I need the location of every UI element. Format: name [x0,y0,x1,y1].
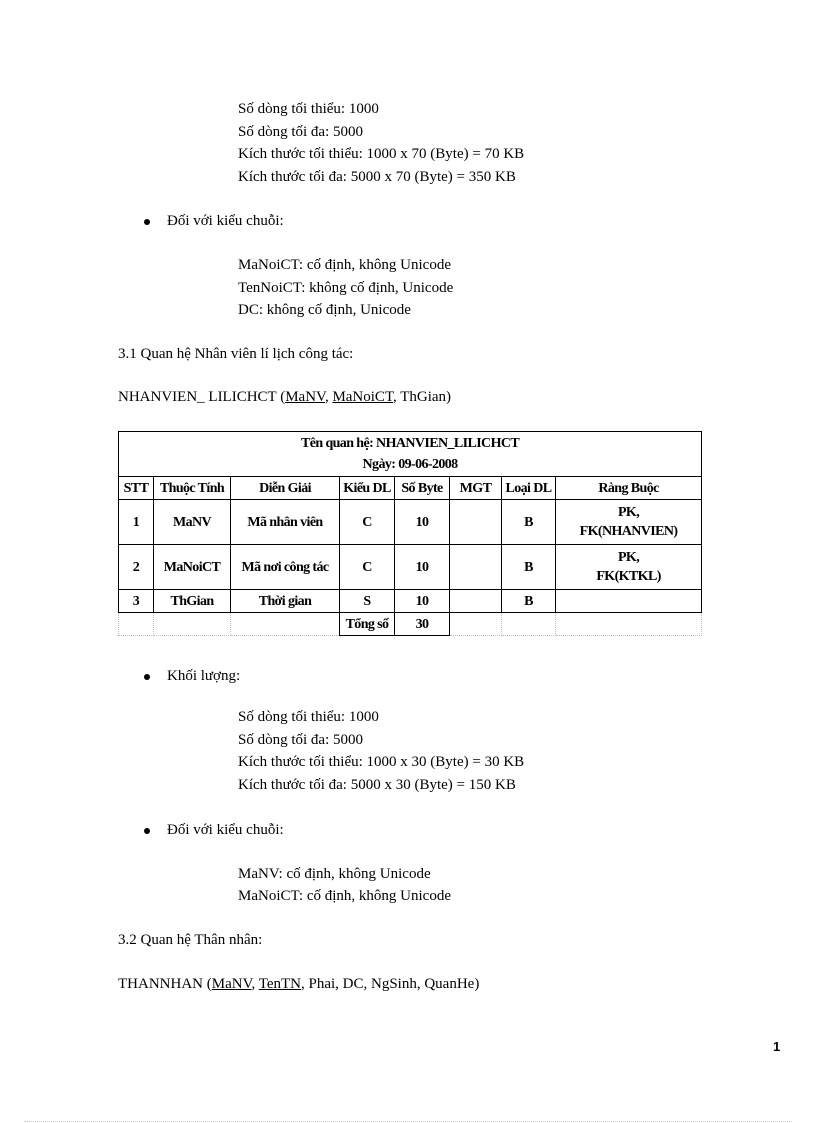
cell-type: C [340,500,395,545]
bullet-icon [144,674,150,680]
schema-separator: , [324,389,333,405]
empty-cell [231,613,340,636]
size-bullet-label: Khối lượng: [167,668,241,684]
column-header: Kiểu DL [340,477,395,500]
string-bullet-label: Đối với kiểu chuỗi: [167,822,284,838]
bullet-icon [144,828,150,834]
constraint-fk: FK(KTKL) [596,569,661,584]
cell-attribute: ThGian [154,590,231,613]
cell-bytes: 10 [395,590,450,613]
page-number: 1 [773,1039,781,1054]
string-line: MaNoiCT: cố định, không Unicode [238,257,451,273]
section-heading-3-2: 3.2 Quan hệ Thân nhân: [118,932,263,948]
column-header: STT [119,477,154,500]
cell-description: Thời gian [231,590,340,613]
total-label: Tổng số [340,613,395,636]
size-max-rows: Số dòng tối đa: 5000 [238,124,364,140]
schema-rest: , Phai, DC, NgSinh, QuanHe) [301,976,480,992]
empty-cell [556,613,702,636]
schema-separator: , [251,976,259,992]
empty-cell [502,613,556,636]
cell-stt: 3 [119,590,154,613]
cell-mgt [450,545,502,590]
size-min-rows: Số dòng tối thiểu: 1000 [238,101,379,117]
total-value: 30 [395,613,450,636]
cell-bytes: 10 [395,500,450,545]
cell-stt: 2 [119,545,154,590]
relation-schema-nhanvien-lilichct [118,389,451,406]
cell-mgt [450,500,502,545]
relation-table [118,431,702,636]
column-header: Diễn Giải [231,477,340,500]
string-line: DC: không cố định, Unicode [238,302,411,318]
column-header: Số Byte [395,477,450,500]
schema-name: NHANVIEN_ LILICHCT ( [118,389,286,405]
size-min-rows: Số dòng tối thiểu: 1000 [238,709,379,725]
cell-stt: 1 [119,500,154,545]
cell-type: S [340,590,395,613]
cell-type: C [340,545,395,590]
table-row [119,590,702,613]
relation-schema-thannhan [118,976,479,993]
cell-kind: B [502,545,556,590]
table-header-row [119,477,702,500]
empty-cell [450,613,502,636]
schema-name: THANNHAN ( [118,976,212,992]
primary-key-tentn: TenTN [258,976,301,992]
primary-key-manoict: MaNoiCT [332,389,393,405]
empty-cell [154,613,231,636]
cell-description: Mã nhân viên [231,500,340,545]
table-row [119,545,702,590]
column-header: MGT [450,477,502,500]
section-heading-3-1: 3.1 Quan hệ Nhân viên lí lịch công tác: [118,346,354,362]
cell-constraint [556,545,702,590]
cell-bytes: 10 [395,545,450,590]
schema-rest: , ThGian) [393,389,452,405]
cell-attribute: MaNoiCT [154,545,231,590]
cell-kind: B [502,500,556,545]
table-row [119,500,702,545]
string-line: TenNoiCT: không cố định, Unicode [238,280,454,296]
primary-key-manv: MaNV [285,389,325,405]
constraint-pk: PK, [617,505,640,520]
size-min-size: Kích thước tối thiểu: 1000 x 30 (Byte) = 30 KB [238,754,525,770]
page-bottom-rule [24,1121,792,1122]
empty-cell [119,613,154,636]
bullet-icon [144,219,150,225]
column-header: Thuộc Tính [154,477,231,500]
cell-attribute: MaNV [154,500,231,545]
cell-description: Mã nơi công tác [231,545,340,590]
relation-name: Tên quan hệ: NHANVIEN_LILICHCT [301,436,520,451]
cell-kind: B [502,590,556,613]
cell-mgt [450,590,502,613]
relation-date: Ngày: 09-06-2008 [362,457,458,472]
primary-key-manv: MaNV [211,976,252,992]
table-total-row [119,613,702,636]
cell-constraint [556,500,702,545]
string-bullet-label: Đối với kiểu chuỗi: [167,213,284,229]
cell-constraint [556,590,702,613]
string-line: MaNV: cố định, không Unicode [238,866,431,882]
size-max-rows: Số dòng tối đa: 5000 [238,732,364,748]
size-max-size: Kích thước tối đa: 5000 x 70 (Byte) = 350 KB [238,169,516,185]
string-line: MaNoiCT: cố định, không Unicode [238,888,451,904]
size-min-size: Kích thước tối thiểu: 1000 x 70 (Byte) = 70 KB [238,146,525,162]
constraint-pk: PK, [617,550,640,565]
column-header: Loại DL [502,477,556,500]
table-title [119,432,702,477]
column-header: Ràng Buộc [556,477,702,500]
constraint-fk: FK(NHANVIEN) [579,524,678,539]
size-max-size: Kích thước tối đa: 5000 x 30 (Byte) = 150 KB [238,777,516,793]
